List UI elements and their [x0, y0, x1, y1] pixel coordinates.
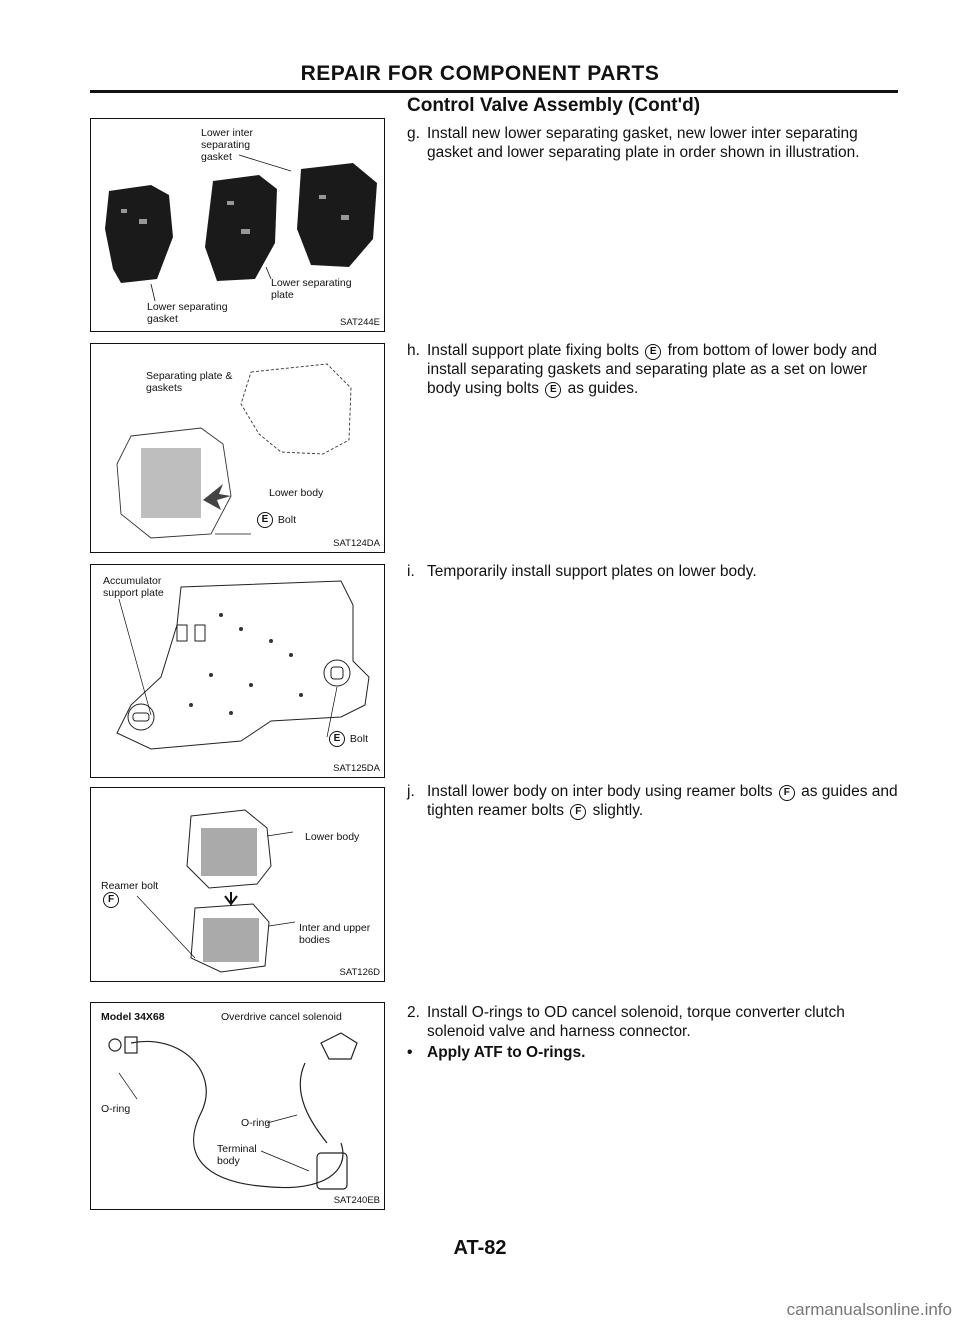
step-text: Temporarily install support plates on lower body. [427, 563, 757, 580]
step-marker: i. [407, 563, 415, 580]
step-j [407, 782, 902, 820]
page-header-title: REPAIR FOR COMPONENT PARTS [300, 62, 660, 85]
bolt-e-marker: E [645, 344, 661, 360]
figure-reamer-bolts [90, 787, 385, 982]
figure-lower-body-bolts [90, 343, 385, 553]
figure-accumulator-plate [90, 564, 385, 778]
figure-overdrive-solenoid [90, 1002, 385, 1210]
bolt-e-marker: E [257, 512, 273, 528]
label-terminal-body: Terminal body [217, 1143, 257, 1167]
note-apply-atf [407, 1043, 902, 1062]
step-marker: 2. [407, 1004, 420, 1021]
bolt-f-marker: F [103, 892, 119, 908]
figure-code: SAT126D [339, 967, 380, 978]
figure-code: SAT244E [340, 317, 380, 328]
label-lower-separating-gasket: Lower separating gasket [147, 301, 228, 325]
figure-code: SAT124DA [333, 538, 380, 549]
step-text: Install O-rings to OD cancel solenoid, torque converter clutch solenoid valve and harness connector. [427, 1004, 845, 1040]
figure-code: SAT125DA [333, 763, 380, 774]
step-marker: j. [407, 783, 415, 800]
watermark: carmanualsonline.info [786, 1300, 952, 1319]
step-text: Install new lower separating gasket, new lower inter separating gasket and lower separating plate in order shown in illustration. [427, 125, 860, 161]
page-number: AT-82 [453, 1237, 507, 1259]
label-separating-plate-gaskets: Separating plate & gaskets [146, 370, 233, 394]
label-inter-upper-bodies: Inter and upper bodies [299, 922, 371, 946]
section-title: Control Valve Assembly (Cont'd) [407, 95, 701, 116]
bolt-f-marker: F [570, 804, 586, 820]
label-o-ring-left: O-ring [101, 1103, 131, 1115]
bolt-f-marker: F [779, 785, 795, 801]
step-g [407, 124, 902, 162]
solenoid-harness-illustration [91, 1003, 385, 1210]
bolt-e-marker: E [329, 731, 345, 747]
step-marker: h. [407, 342, 420, 359]
note-text: Apply ATF to O-rings. [427, 1044, 586, 1061]
label-o-ring-right: O-ring [241, 1117, 271, 1129]
step-i [407, 562, 902, 581]
step-2 [407, 1003, 902, 1041]
label-lower-inter-separating-gasket: Lower inter separating gasket [201, 127, 253, 163]
label-reamer-bolt: Reamer bolt F [101, 880, 161, 908]
label-accumulator-support-plate: Accumulator support plate [103, 575, 164, 599]
label-lower-separating-plate: Lower separating plate [271, 277, 352, 301]
figure-code: SAT240EB [333, 1195, 380, 1206]
label-model: Model 34X68 [101, 1011, 165, 1023]
label-overdrive-cancel-solenoid: Overdrive cancel solenoid [221, 1011, 342, 1023]
bullet-marker: • [407, 1044, 413, 1061]
label-bolt: E Bolt [327, 731, 368, 747]
label-bolt: E Bolt [255, 512, 296, 528]
label-lower-body: Lower body [305, 831, 360, 843]
step-marker: g. [407, 125, 420, 142]
figure-separating-gaskets [90, 118, 385, 332]
step-text: Install support plate fixing bolts E from bottom of lower body and install separating gaskets and separating plate as a set on lower body using bolts E as guides. [427, 342, 877, 397]
step-text: Install lower body on inter body using reamer bolts F as guides and tighten reamer bolts F slightly. [427, 783, 898, 819]
step-h [407, 341, 902, 398]
label-lower-body: Lower body [269, 487, 324, 499]
header-rule [90, 90, 898, 93]
bolt-e-marker: E [545, 382, 561, 398]
